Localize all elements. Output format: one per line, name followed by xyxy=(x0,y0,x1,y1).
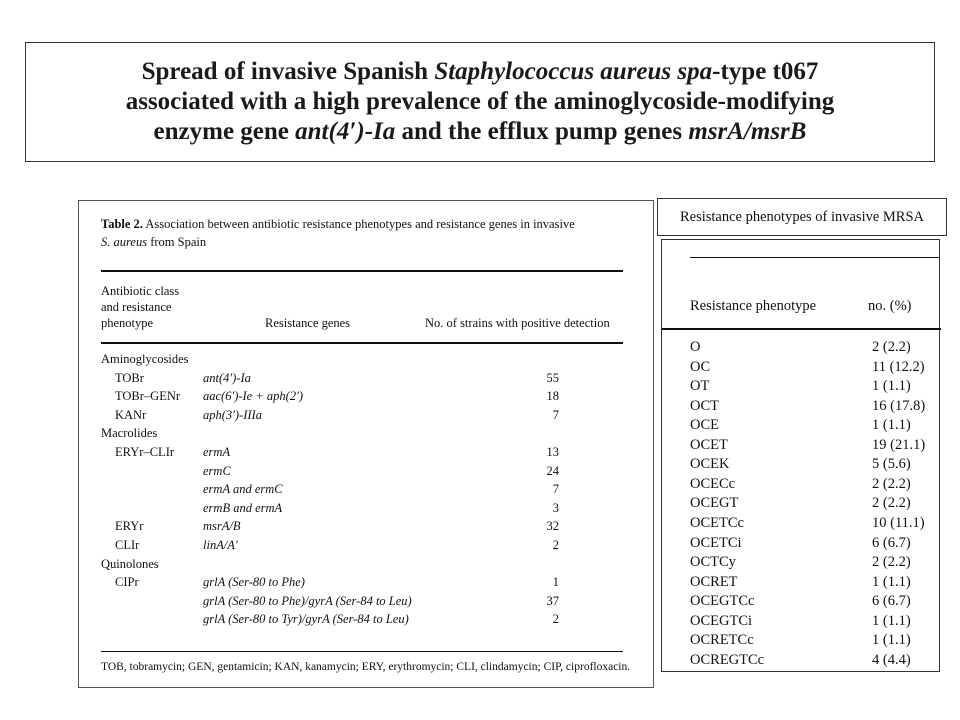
table-2-row xyxy=(79,573,655,591)
mrsa-row xyxy=(662,475,941,494)
mrsa-cell-phenotype: OCE xyxy=(690,417,719,434)
table-2-caption-label: Table 2. xyxy=(101,217,143,231)
table-2-cell-gene: grlA (Ser-80 to Phe)/gyrA (Ser-84 to Leu) xyxy=(203,593,412,608)
mrsa-cell-count: 1 (1.1) xyxy=(872,632,911,649)
mrsa-cell-count: 1 (1.1) xyxy=(872,612,911,629)
table-2-cell-count: 7 xyxy=(552,407,559,422)
mrsa-row xyxy=(662,416,941,435)
mrsa-cell-count: 11 (12.2) xyxy=(872,358,925,375)
table-2-cell-count: 24 xyxy=(546,463,559,478)
mrsa-row xyxy=(662,592,941,611)
table-2-row xyxy=(79,406,655,424)
table-2-header-genes: Resistance genes xyxy=(265,316,351,330)
mrsa-cell-phenotype: OCTCy xyxy=(690,554,736,571)
table-2-cell-gene: ant(4′)-Ia xyxy=(203,370,251,385)
mrsa-cell-count: 16 (17.8) xyxy=(872,397,926,414)
mrsa-cell-phenotype: OCEGTCc xyxy=(690,593,755,610)
table-2-row xyxy=(79,555,655,573)
mrsa-row xyxy=(662,377,941,396)
mrsa-cell-phenotype: OCETCc xyxy=(690,514,744,531)
table-2-row xyxy=(79,443,655,461)
table-2-cell-phenotype: KANr xyxy=(115,407,147,422)
table-2-cell-gene: linA/A′ xyxy=(203,538,238,552)
table-2-caption xyxy=(101,215,621,251)
mrsa-header-count: no. (%) xyxy=(868,298,912,314)
mrsa-title-box: Resistance phenotypes of invasive MRSA xyxy=(657,198,947,236)
mrsa-row xyxy=(662,553,941,572)
table-2-cell-class: Macrolides xyxy=(101,426,158,441)
mrsa-row xyxy=(662,494,941,513)
table-2-row xyxy=(79,592,655,610)
mrsa-row xyxy=(662,436,941,455)
table-2-cell-count: 18 xyxy=(546,389,559,404)
mrsa-cell-count: 2 (2.2) xyxy=(872,339,911,355)
mrsa-row xyxy=(662,651,941,670)
table-2-cell-gene: grlA (Ser-80 to Tyr)/gyrA (Ser-84 to Leu) xyxy=(203,612,409,627)
mrsa-cell-phenotype: OCETCi xyxy=(690,534,742,551)
mrsa-cell-phenotype: OCET xyxy=(690,436,728,453)
mrsa-cell-phenotype: OCEGT xyxy=(690,495,739,512)
table-2-header-rule xyxy=(101,342,623,344)
mrsa-cell-count: 2 (2.2) xyxy=(872,475,911,492)
mrsa-cell-count: 10 (11.1) xyxy=(872,514,925,531)
mrsa-row xyxy=(662,514,941,533)
table-2-row xyxy=(79,536,655,554)
title-line-3 xyxy=(154,117,807,147)
table-2-caption-rest: from Spain xyxy=(147,235,207,249)
table-2-cell-count: 32 xyxy=(546,519,559,534)
mrsa-cell-phenotype: OCT xyxy=(690,397,719,414)
table-2-top-rule xyxy=(101,270,623,272)
mrsa-cell-count: 6 (6.7) xyxy=(872,534,911,551)
mrsa-cell-phenotype: OCRETCc xyxy=(690,632,754,649)
mrsa-cell-phenotype: OC xyxy=(690,358,711,375)
table-2-cell-class: Quinolones xyxy=(101,556,159,571)
table-2-cell-count: 2 xyxy=(552,538,559,552)
table-2-cell-count: 3 xyxy=(552,500,559,515)
table-2-footnote: TOB, tobramycin; GEN, gentamicin; KAN, kanamycin; ERY, erythromycin; CLI, clindamycin; CIP, ciprofloxacin. xyxy=(101,661,631,673)
title-line-3-italic-genes: msrA/msrB xyxy=(688,118,807,145)
mrsa-row xyxy=(662,573,941,592)
title-line-1-italic: Staphylococcus aureus spa xyxy=(434,58,713,85)
mrsa-cell-count: 19 (21.1) xyxy=(872,436,926,453)
mrsa-row xyxy=(662,631,941,650)
mrsa-row xyxy=(662,612,941,631)
title-line-3-pre: enzyme gene xyxy=(153,118,296,145)
mrsa-top-rule xyxy=(690,257,940,258)
table-2-cell-count: 55 xyxy=(546,370,559,385)
mrsa-cell-count: 5 (5.6) xyxy=(872,456,911,473)
mrsa-cell-phenotype: OT xyxy=(690,378,710,395)
mrsa-cell-count: 1 (1.1) xyxy=(872,378,911,395)
mrsa-cell-phenotype: OCECc xyxy=(690,475,736,492)
mrsa-cell-count: 1 (1.1) xyxy=(872,573,911,590)
mrsa-cell-phenotype: OCEGTCi xyxy=(690,612,753,629)
table-2-caption-species: S. aureus xyxy=(101,235,148,249)
mrsa-row xyxy=(662,397,941,416)
mrsa-row xyxy=(662,338,941,357)
table-2-cell-gene: aac(6′)-Ie + aph(2′) xyxy=(203,389,303,404)
table-2-cell-gene: ermA and ermC xyxy=(203,482,283,497)
mrsa-cell-count: 1 (1.1) xyxy=(872,417,911,434)
table-2-row xyxy=(79,387,655,405)
slide-title-box xyxy=(25,42,935,162)
table-2-cell-gene: ermB and ermA xyxy=(203,500,283,515)
table-2-header-class xyxy=(101,283,211,331)
mrsa-row xyxy=(662,358,941,377)
header-class-line-2: and resistance xyxy=(101,300,172,314)
mrsa-cell-phenotype: OCRET xyxy=(690,573,738,590)
table-2-header-strains: No. of strains with positive detection xyxy=(425,316,610,330)
title-line-3-italic-gene: ant(4′)-Ia xyxy=(295,118,396,145)
header-class-line-3: phenotype xyxy=(101,316,154,330)
title-line-3-mid: and the efflux pump genes xyxy=(395,118,689,145)
table-2-cell-gene: grlA (Ser-80 to Phe) xyxy=(203,575,305,590)
table-2-cell-count: 1 xyxy=(552,575,559,590)
title-line-1-post: -type t067 xyxy=(712,58,819,85)
header-class-line-1: Antibiotic class xyxy=(101,284,180,298)
table-2-cell-phenotype: CLIr xyxy=(115,538,140,552)
mrsa-cell-phenotype: OCEK xyxy=(690,456,730,473)
mrsa-cell-phenotype: OCREGTCc xyxy=(690,651,765,668)
table-2-cell-gene: aph(3′)-IIIa xyxy=(203,407,262,422)
table-2-bottom-rule xyxy=(101,651,623,652)
mrsa-cell-count: 2 (2.2) xyxy=(872,495,911,512)
table-2-row xyxy=(79,610,655,628)
table-2-cell-count: 13 xyxy=(546,445,559,459)
mrsa-row xyxy=(662,534,941,553)
table-2-row xyxy=(79,369,655,387)
mrsa-cell-phenotype: O xyxy=(690,339,701,355)
table-2-row xyxy=(79,480,655,498)
table-2-row xyxy=(79,350,655,368)
table-2-cell-phenotype: TOBr xyxy=(115,370,144,385)
title-line-1-pre: Spread of invasive Spanish xyxy=(141,58,435,85)
table-2-cell-gene: ermA xyxy=(203,445,231,459)
mrsa-cell-count: 4 (4.4) xyxy=(872,651,911,668)
mrsa-header-rule xyxy=(662,328,941,330)
title-line-1 xyxy=(142,57,819,87)
title-line-2: associated with a high prevalence of the aminoglycoside-modifying xyxy=(125,88,835,115)
mrsa-phenotype-table xyxy=(661,239,940,672)
mrsa-cell-count: 6 (6.7) xyxy=(872,593,911,610)
table-2-row xyxy=(79,517,655,535)
table-2-cell-gene: msrA/B xyxy=(203,519,241,534)
table-2-caption-text: Association between antibiotic resistance phenotypes and resistance genes in invasive xyxy=(142,217,575,231)
table-2-cell-phenotype: TOBr–GENr xyxy=(115,389,181,404)
table-2-cell-phenotype: ERYr–CLIr xyxy=(115,445,175,459)
table-2-row xyxy=(79,424,655,442)
mrsa-row xyxy=(662,455,941,474)
mrsa-cell-count: 2 (2.2) xyxy=(872,554,911,571)
table-2-row xyxy=(79,462,655,480)
table-2-figure xyxy=(78,200,654,688)
table-2-cell-count: 37 xyxy=(546,593,559,608)
table-2-cell-phenotype: ERYr xyxy=(115,519,144,534)
table-2-cell-count: 2 xyxy=(552,612,559,627)
table-2-cell-phenotype: CIPr xyxy=(115,575,139,590)
table-2-cell-class: Aminoglycosides xyxy=(101,352,189,366)
mrsa-header-phenotype: Resistance phenotype xyxy=(690,298,817,314)
table-2-cell-gene: ermC xyxy=(203,463,231,478)
table-2-row xyxy=(79,499,655,517)
table-2-cell-count: 7 xyxy=(552,482,559,497)
